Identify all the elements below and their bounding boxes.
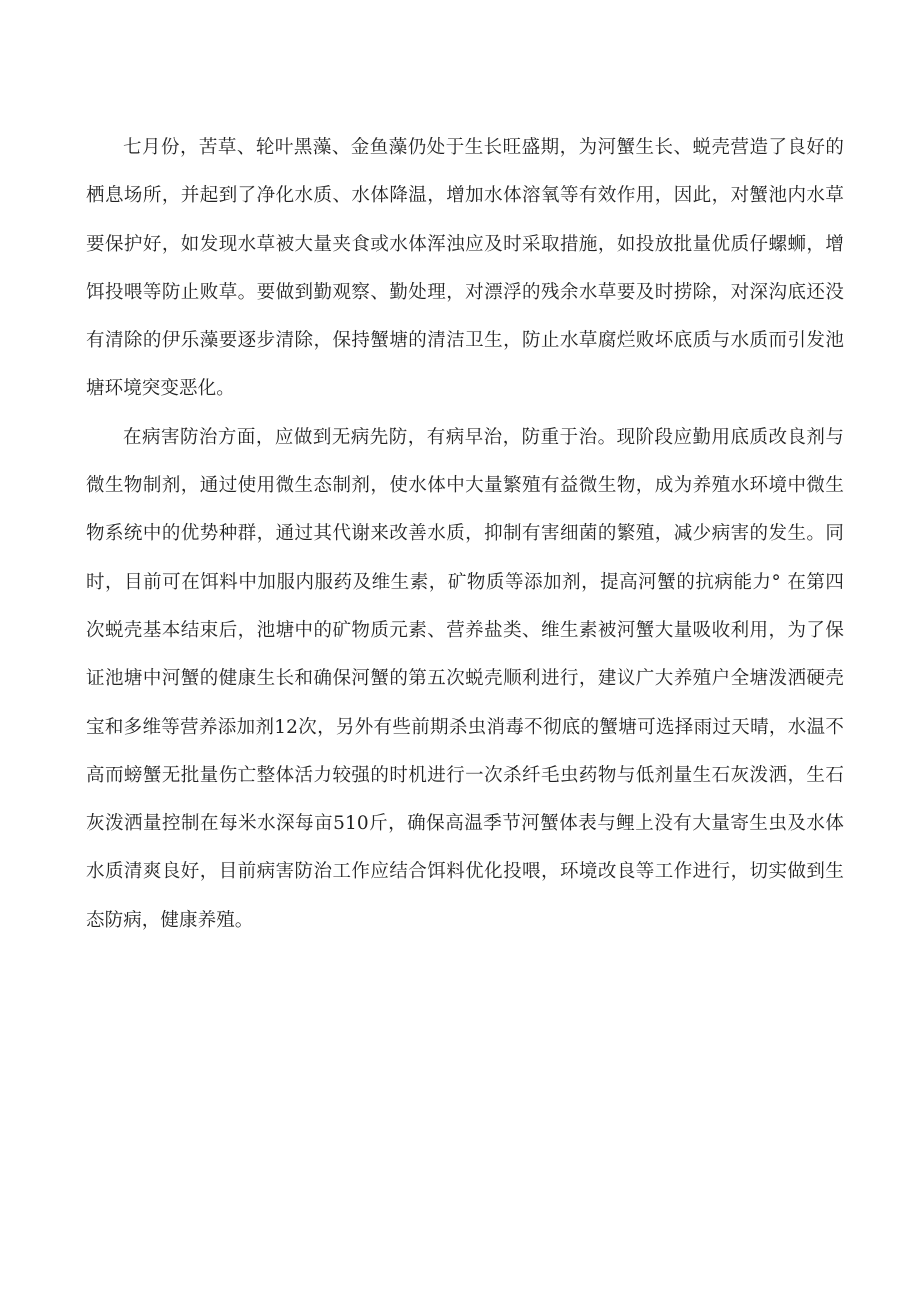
paragraph-aquatic-plants: 七月份，苦草、轮叶黑藻、金鱼藻仍处于生长旺盛期，为河蟹生长、蜕壳营造了良好的栖息场所，并起到了净化水质、水体降温，增加水体溶氧等有效作用，因此，对蟹池内水草要保护好，如发现水草被大量夹食或水体浑浊应及时采取措施，如投放批量优质仔螺蛳，增饵投喂等防止败草。要做到勤观察、勤处理，对漂浮的残余水草要及时捞除，对深沟底还没有清除的伊乐藻要逐步清除，保持蟹塘的清洁卫生，防止水草腐烂败坏底质与水质而引发池塘环境突变恶化。 — [86, 137, 844, 400]
document-body — [86, 124, 844, 945]
paragraph-disease-prevention: 在病害防治方面，应做到无病先防，有病早治，防重于治。现阶段应勤用底质改良剂与微生物制剂，通过使用微生态制剂，使水体中大量繁殖有益微生物，成为养殖水环境中微生物系统中的优势种群，通过其代谢来改善水质，抑制有害细菌的繁殖，减少病害的发生。同时，目前可在饵料中加服内服药及维生素，矿物质等添加剂，提高河蟹的抗病能力° 在第四次蜕壳基本结束后，池塘中的矿物质元素、营养盐类、维生素被河蟹大量吸收利用，为了保证池塘中河蟹的健康生长和确保河蟹的第五次蜕壳顺利进行，建议广大养殖户全塘泼洒硬壳宝和多维等营养添加剂12次，另外有些前期杀虫消毒不彻底的蟹塘可选择雨过天晴，水温不高而螃蟹无批量伤亡整体活力较强的时机进行一次杀纤毛虫药物与低剂量生石灰泼洒，生石灰泼洒量控制在每米水深每亩510斤，确保高温季节河蟹体表与鲤上没有大量寄生虫及水体水质清爽良好，目前病害防治工作应结合饵料优化投喂，环境改良等工作进行，切实做到生态防病，健康养殖。 — [86, 426, 844, 931]
